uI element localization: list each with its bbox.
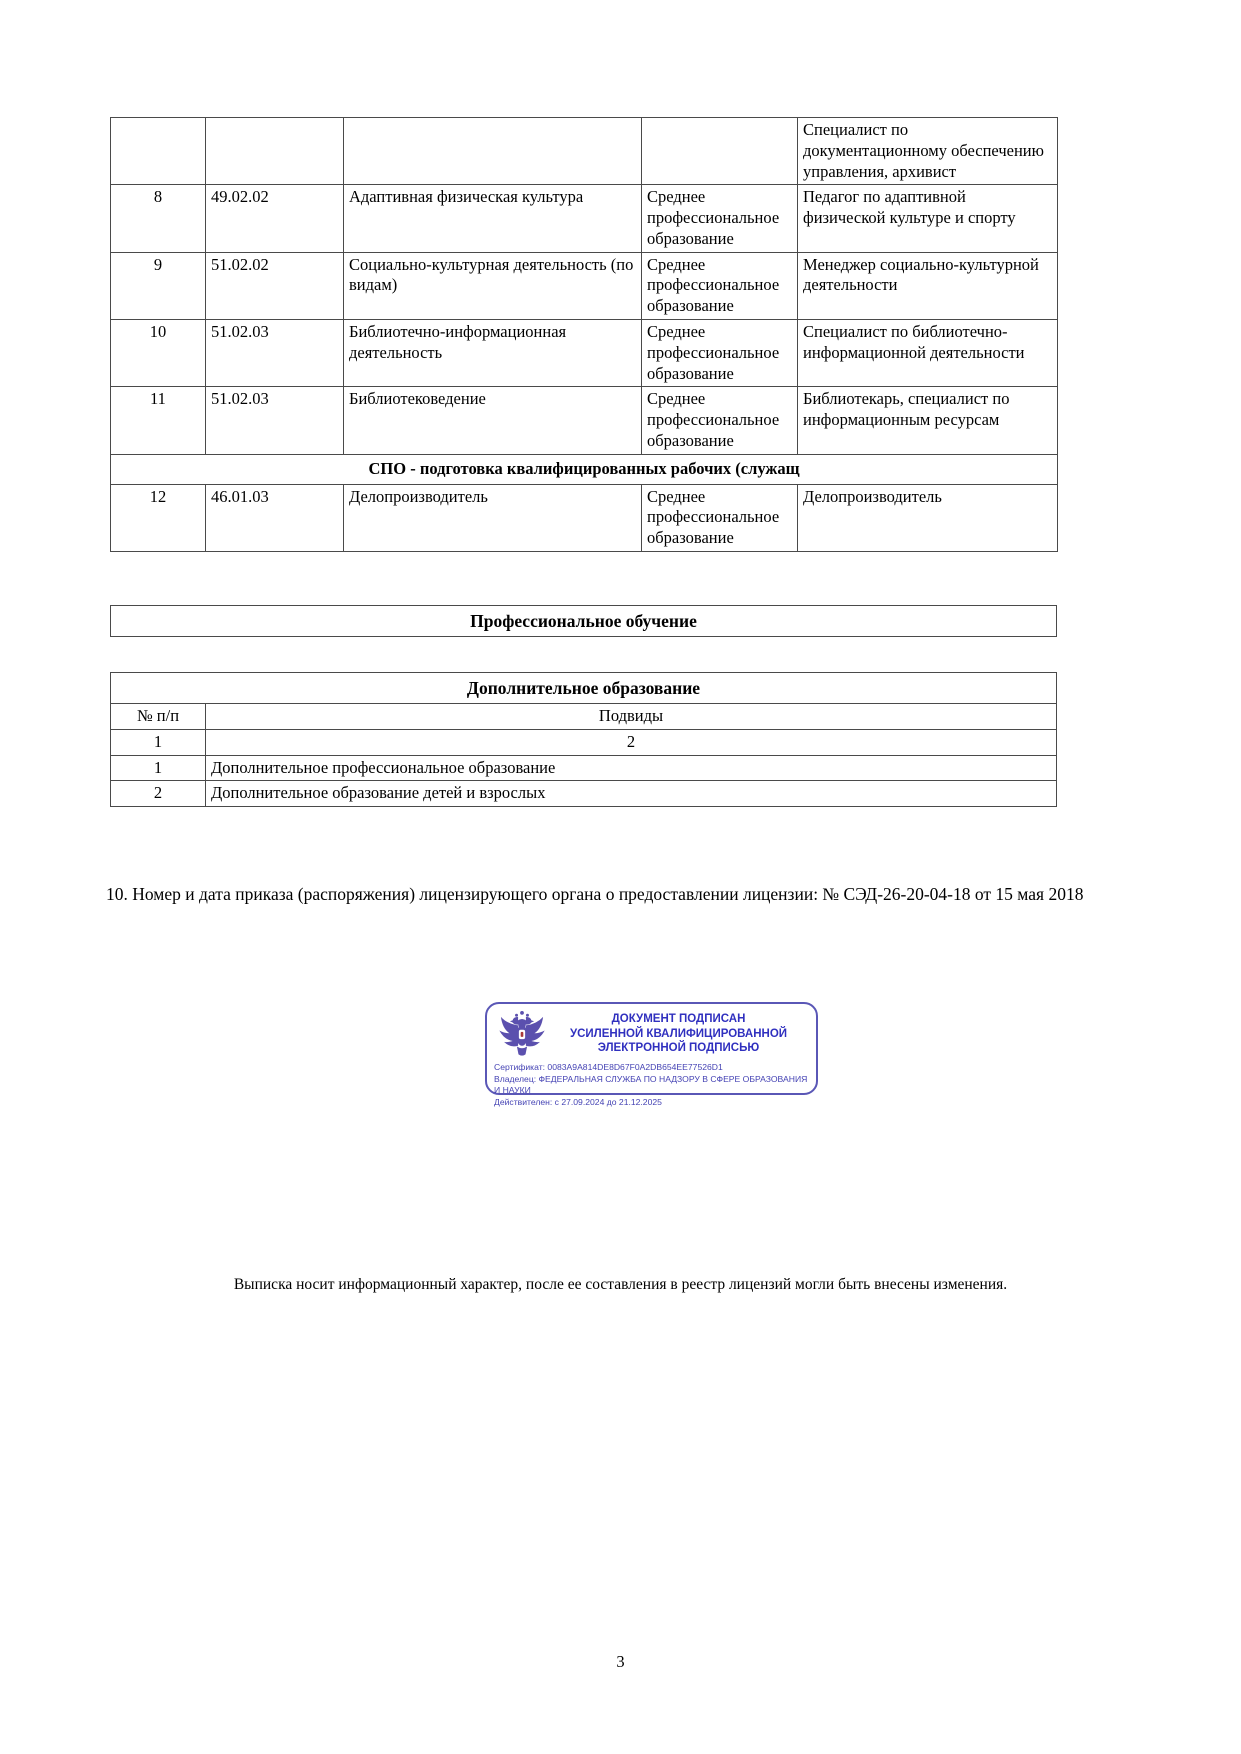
stamp-owner: Владелец: ФЕДЕРАЛЬНАЯ СЛУЖБА ПО НАДЗОРУ В СФЕРЕ ОБРАЗОВАНИЯ И НАУКИ (494, 1073, 808, 1096)
column-header-subtypes: Подвиды (206, 704, 1057, 730)
cell-index: 2 (206, 729, 1057, 755)
table-section-row (111, 454, 1058, 484)
cell-num: 10 (111, 320, 206, 387)
cell-num: 2 (111, 781, 206, 807)
cell-code: 49.02.02 (206, 185, 344, 252)
cell-num (111, 118, 206, 185)
cell-num: 11 (111, 387, 206, 454)
stamp-validity: Действителен: с 27.09.2024 до 21.12.2025 (494, 1096, 662, 1107)
table-row (111, 387, 1058, 454)
stamp-details (494, 1062, 809, 1108)
cell-qualification: Менеджер социально-культурной деятельности (798, 252, 1058, 319)
russia-coat-of-arms-icon (496, 1009, 548, 1059)
stamp-title-line3: ЭЛЕКТРОННОЙ ПОДПИСЬЮ (597, 1042, 760, 1055)
cell-code (206, 118, 344, 185)
cell-num: 12 (111, 484, 206, 551)
cell-name: Делопроизводитель (344, 484, 642, 551)
table-row-carryover (111, 118, 1058, 185)
table-row (111, 755, 1057, 781)
cell-level: Среднее профессиональное образование (642, 387, 798, 454)
cell-level: Среднее профессиональное образование (642, 320, 798, 387)
additional-education-title: Дополнительное образование (111, 673, 1057, 704)
page-number: 3 (616, 1652, 625, 1671)
license-order-paragraph: 10. Номер и дата приказа (распоряжения) лицензирующего органа о предоставлении лицензии: № СЭД-26-20-04-18 от 15 мая 2018 (106, 884, 1084, 904)
table-row (111, 320, 1058, 387)
cell-name (344, 118, 642, 185)
cell-num: 8 (111, 185, 206, 252)
cell-name: Адаптивная физическая культура (344, 185, 642, 252)
table-row (111, 252, 1058, 319)
cell-level: Среднее профессиональное образование (642, 185, 798, 252)
cell-num: 9 (111, 252, 206, 319)
cell-level (642, 118, 798, 185)
programs-table (110, 117, 1058, 552)
cell-qualification: Специалист по библиотечно-информационной деятельности (798, 320, 1058, 387)
cell-qualification: Педагог по адаптивной физической культуре и спорту (798, 185, 1058, 252)
cell-subtype: Дополнительное образование детей и взрослых (206, 781, 1057, 807)
cell-subtype: Дополнительное профессиональное образование (206, 755, 1057, 781)
cell-name: Библиотековедение (344, 387, 642, 454)
professional-training-title: Профессиональное обучение (111, 606, 1057, 637)
cell-qualification: Библиотекарь, специалист по информационным ресурсам (798, 387, 1058, 454)
table-row (111, 606, 1057, 637)
table-row (111, 185, 1058, 252)
table-row (111, 781, 1057, 807)
cell-index: 1 (111, 729, 206, 755)
cell-qualification: Специалист по документационному обеспечению управления, архивист (798, 118, 1058, 185)
cell-name: Социально-культурная деятельность (по видам) (344, 252, 642, 319)
stamp-title-line1: ДОКУМЕНТ ПОДПИСАН (611, 1012, 746, 1025)
stamp-title (548, 1012, 809, 1057)
cell-qualification: Делопроизводитель (798, 484, 1058, 551)
cell-code: 51.02.02 (206, 252, 344, 319)
column-header-num: № п/п (111, 704, 206, 730)
professional-training-table (110, 605, 1057, 637)
stamp-title-line2: УСИЛЕННОЙ КВАЛИФИЦИРОВАННОЙ (569, 1027, 788, 1040)
cell-code: 51.02.03 (206, 387, 344, 454)
cell-name: Библиотечно-информационная деятельность (344, 320, 642, 387)
table-row (111, 484, 1058, 551)
table-title-row (111, 673, 1057, 704)
cell-code: 46.01.03 (206, 484, 344, 551)
footer-note: Выписка носит информационный характер, после ее составления в реестр лицензий могли быть внесены изменения. (233, 1276, 1008, 1293)
table-index-row (111, 729, 1057, 755)
table-header-row (111, 704, 1057, 730)
cell-level: Среднее профессиональное образование (642, 484, 798, 551)
stamp-header (494, 1009, 809, 1059)
cell-level: Среднее профессиональное образование (642, 252, 798, 319)
additional-education-table (110, 672, 1057, 807)
section-header: СПО - подготовка квалифицированных рабочих (служащ (111, 454, 1058, 484)
cell-code: 51.02.03 (206, 320, 344, 387)
electronic-signature-stamp (485, 1002, 818, 1107)
cell-num: 1 (111, 755, 206, 781)
stamp-certificate: Сертификат: 0083A9A814DE8D67F0A2DB654EE77526D1 (494, 1062, 723, 1072)
